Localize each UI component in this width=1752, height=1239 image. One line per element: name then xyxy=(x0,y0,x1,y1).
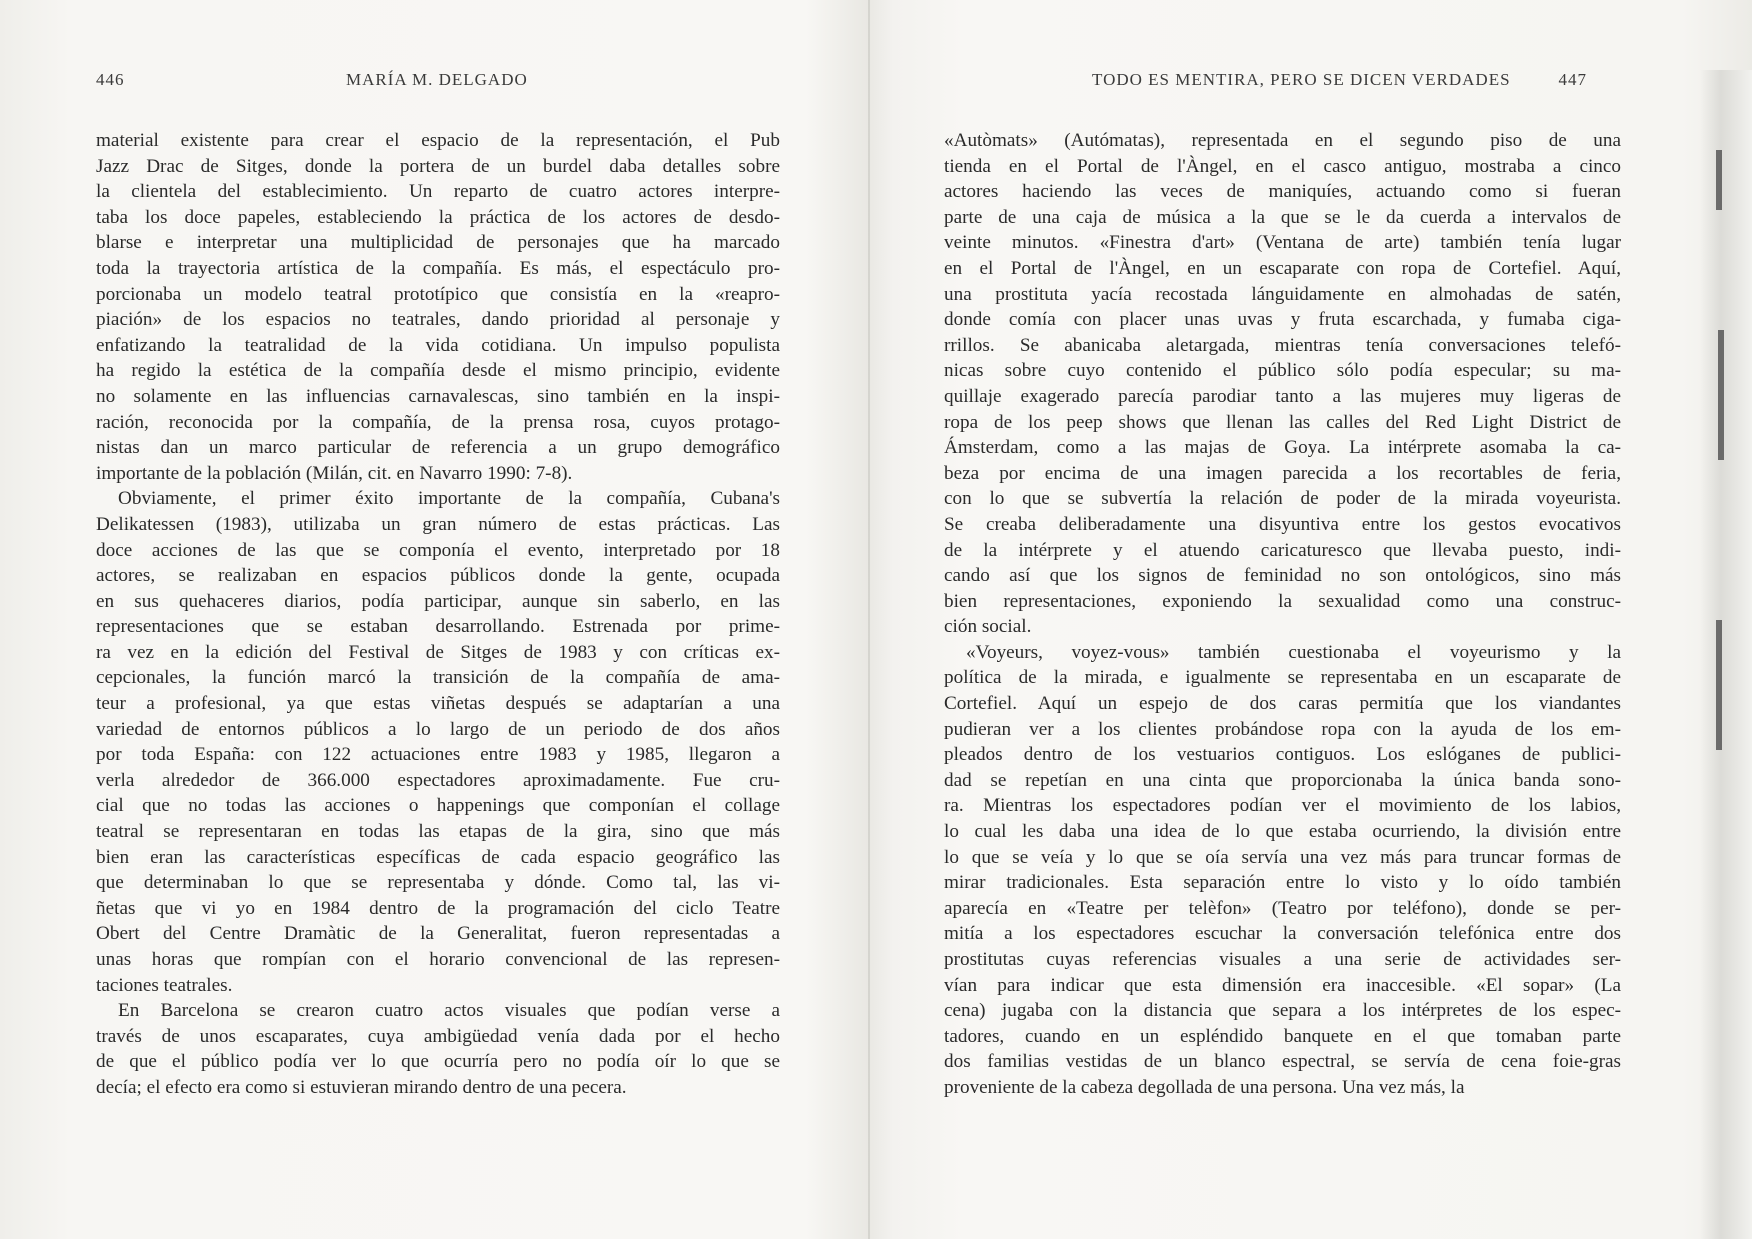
text-line: ción social. xyxy=(944,616,1032,638)
text-line: cepcionales, la función marcó la transición de la compañía de ama- xyxy=(96,667,780,689)
text-line: prostitutas cuyas referencias visuales a una serie de actividades ser- xyxy=(944,949,1621,970)
page-edge-mark xyxy=(1718,330,1724,460)
book-spine xyxy=(868,0,870,1239)
text-line: en sus quehaceres diarios, podía participar, aunque sin saberlo, en las xyxy=(96,590,780,612)
text-line: «Autòmats» (Autómatas), representada en el segundo piso de una xyxy=(944,130,1621,151)
text-line: tadores, cuando en un espléndido banquete en el que tomaban parte xyxy=(944,1025,1621,1047)
text-line: aparecía en «Teatre per telèfon» (Teatro por teléfono), donde se per- xyxy=(944,897,1621,919)
text-line: cena) jugaba con la distancia que separa a los intérpretes de los espec- xyxy=(944,1000,1621,1022)
right-page xyxy=(944,0,1621,1239)
text-line: actores haciendo las veces de maniquíes, actuando como si fueran xyxy=(944,181,1621,203)
page-edge-mark xyxy=(1716,150,1722,210)
text-line: mitía a los espectadores escuchar la conversación telefónica entre dos xyxy=(944,923,1621,945)
text-line: través de unos escaparates, cuya ambigüedad venía dada por el hecho xyxy=(96,1025,780,1047)
text-line: política de la mirada, e igualmente se representaba en un escaparate de xyxy=(944,667,1621,689)
text-line: de la intérprete y el atuendo caricaturesco que llevaba puesto, indi- xyxy=(944,539,1621,561)
text-line: decía; el efecto era como si estuvieran mirando dentro de una pecera. xyxy=(96,1076,627,1098)
text-line: bien representaciones, exponiendo la sexualidad como una construc- xyxy=(944,590,1621,612)
text-line: blarse e interpretar una multiplicidad de personajes que ha marcado xyxy=(96,232,780,254)
text-line: cial que no todas las acciones o happenings que componían el collage xyxy=(96,795,780,817)
text-line: tienda en el Portal de l'Àngel, en el casco antiguo, mostraba a cinco xyxy=(944,155,1621,177)
text-line: ropa de los peep shows que llenan las calles del Red Light District de xyxy=(944,411,1621,433)
text-line: doce acciones de las que se componía el evento, interpretado por 18 xyxy=(96,539,780,561)
text-line: ñetas que vi yo en 1984 dentro de la programación del ciclo Teatre xyxy=(96,897,780,919)
page-number: 446 xyxy=(96,70,125,89)
text-line: toda la trayectoria artística de la compañía. Es más, el espectáculo pro- xyxy=(96,257,780,279)
text-line: Obviamente, el primer éxito importante de la compañía, Cubana's xyxy=(118,488,780,510)
right-page-header xyxy=(944,70,1621,98)
text-line: representaciones que se estaban desarrollando. Estrenada por prime- xyxy=(96,616,780,638)
left-page-body xyxy=(96,128,780,1101)
text-line: taba los doce papeles, estableciendo la práctica de los actores de desdo- xyxy=(96,206,780,228)
text-line: pudieran ver a los clientes probándose ropa con la ayuda de los em- xyxy=(944,718,1621,740)
text-line: En Barcelona se crearon cuatro actos visuales que podían verse a xyxy=(118,1000,780,1022)
text-line: proveniente de la cabeza degollada de una persona. Una vez más, la xyxy=(944,1076,1465,1098)
text-line: dos familias vestidas de un blanco espectral, se servía de cena foie-gras xyxy=(944,1051,1621,1073)
text-line: una prostituta yacía recostada lánguidamente en almohadas de satén, xyxy=(944,283,1621,305)
text-line: piación» de los espacios no teatrales, dando prioridad al personaje y xyxy=(96,309,780,331)
text-line: lo cual les daba una idea de lo que estaba ocurriendo, la división entre xyxy=(944,821,1621,843)
text-line: teatral se representaran en todas las etapas de la gira, sino que más xyxy=(96,821,780,843)
text-line: verla alrededor de 366.000 espectadores aproximadamente. Fue cru- xyxy=(96,769,780,791)
text-line: nicas sobre cuyo contenido el público sólo podía especular; su ma- xyxy=(944,360,1621,382)
right-page-body xyxy=(944,128,1621,1101)
text-line: variedad de entornos públicos a lo largo de un periodo de dos años xyxy=(96,718,780,740)
text-line: Obert del Centre Dramàtic de la Generalitat, fueron representadas a xyxy=(96,923,780,945)
left-page xyxy=(96,0,780,1239)
text-line: importante de la población (Milán, cit. en Navarro 1990: 7-8). xyxy=(96,462,573,484)
text-line: Jazz Drac de Sitges, donde la portera de un burdel daba detalles sobre xyxy=(96,155,780,177)
text-line: taciones teatrales. xyxy=(96,974,233,996)
text-line: Ámsterdam, como a las majas de Goya. La intérprete asomaba la ca- xyxy=(944,437,1621,459)
text-line: la clientela del establecimiento. Un reparto de cuatro actores interpre- xyxy=(96,181,780,203)
page-edge-mark xyxy=(1716,620,1722,750)
text-line: ha regido la estética de la compañía desde el mismo principio, evidente xyxy=(96,360,780,382)
text-line: en el Portal de l'Àngel, en un escaparate con ropa de Cortefiel. Aquí, xyxy=(944,257,1621,279)
running-head: MARÍA M. DELGADO xyxy=(346,70,528,89)
text-line: nistas dan un marco particular de referencia a un grupo demográfico xyxy=(96,437,780,459)
text-line: bien eran las características específicas de cada espacio geográfico las xyxy=(96,846,780,868)
text-line: Delikatessen (1983), utilizaba un gran número de estas prácticas. Las xyxy=(96,513,780,535)
left-page-header xyxy=(96,70,780,98)
text-line: unas horas que rompían con el horario convencional de las represen- xyxy=(96,949,780,970)
text-line: ra. Mientras los espectadores podían ver el movimiento de los labios, xyxy=(944,795,1621,817)
text-line: de que el público podía ver lo que ocurría pero no podía oír lo que se xyxy=(96,1051,780,1073)
text-line: donde comía con placer unas uvas y fruta escarchada, y fumaba ciga- xyxy=(944,309,1621,331)
text-line: por toda España: con 122 actuaciones entre 1983 y 1985, llegaron a xyxy=(96,744,780,766)
text-line: que determinaban lo que se representaba y dónde. Como tal, las vi- xyxy=(96,872,780,894)
text-line: con lo que se subvertía la relación de poder de la mirada voyeurista. xyxy=(944,488,1621,510)
text-line: mirar tradicionales. Esta separación entre lo visto y lo oído también xyxy=(944,872,1621,894)
text-line: dad se repetían en una cinta que proporcionaba la única banda sono- xyxy=(944,769,1621,791)
text-line: veinte minutos. «Finestra d'art» (Ventana de arte) también tenía lugar xyxy=(944,232,1621,254)
text-line: parte de una caja de música a la que se le da cuerda a intervalos de xyxy=(944,206,1621,228)
text-line: material existente para crear el espacio de la representación, el Pub xyxy=(96,130,780,151)
page-number: 447 xyxy=(1558,70,1587,89)
text-line: beza por encima de una imagen parecida a los recortables de feria, xyxy=(944,462,1621,484)
text-line: rrillos. Se abanicaba aletargada, mientras tenía conversaciones telefó- xyxy=(944,334,1621,356)
page-edge xyxy=(1700,70,1752,1239)
text-line: enfatizando la teatralidad de la vida cotidiana. Un impulso populista xyxy=(96,334,780,356)
text-line: «Voyeurs, voyez-vous» también cuestionaba el voyeurismo y la xyxy=(966,641,1621,663)
running-head: TODO ES MENTIRA, PERO SE DICEN VERDADES xyxy=(1092,70,1511,89)
text-line: teur a profesional, ya que estas viñetas después se adaptarían a una xyxy=(96,693,780,715)
text-line: actores, se realizaban en espacios públicos donde la gente, ocupada xyxy=(96,565,780,587)
text-line: quillaje exagerado parecía parodiar tanto a las mujeres muy ligeras de xyxy=(944,385,1621,407)
text-line: vían para indicar que esta dimensión era inaccesible. «El sopar» (La xyxy=(944,974,1621,996)
text-line: Cortefiel. Aquí un espejo de dos caras permitía que los viandantes xyxy=(944,693,1621,715)
text-line: ración, reconocida por la compañía, de la prensa rosa, cuyos protago- xyxy=(96,411,780,433)
text-line: pleados dentro de los vestuarios contiguos. Los eslóganes de publici- xyxy=(944,744,1621,766)
text-line: porcionaba un modelo teatral prototípico que consistía en la «reapro- xyxy=(96,283,780,305)
text-line: ra vez en la edición del Festival de Sitges de 1983 y con críticas ex- xyxy=(96,641,780,663)
text-line: no solamente en las influencias carnavalescas, sino también en la inspi- xyxy=(96,385,780,407)
text-line: lo que se veía y lo que se oía servía una vez más para truncar formas de xyxy=(944,846,1621,868)
text-line: Se creaba deliberadamente una disyuntiva entre los gestos evocativos xyxy=(944,513,1621,535)
text-line: cando así que los signos de feminidad no son ontológicos, sino más xyxy=(944,565,1621,587)
